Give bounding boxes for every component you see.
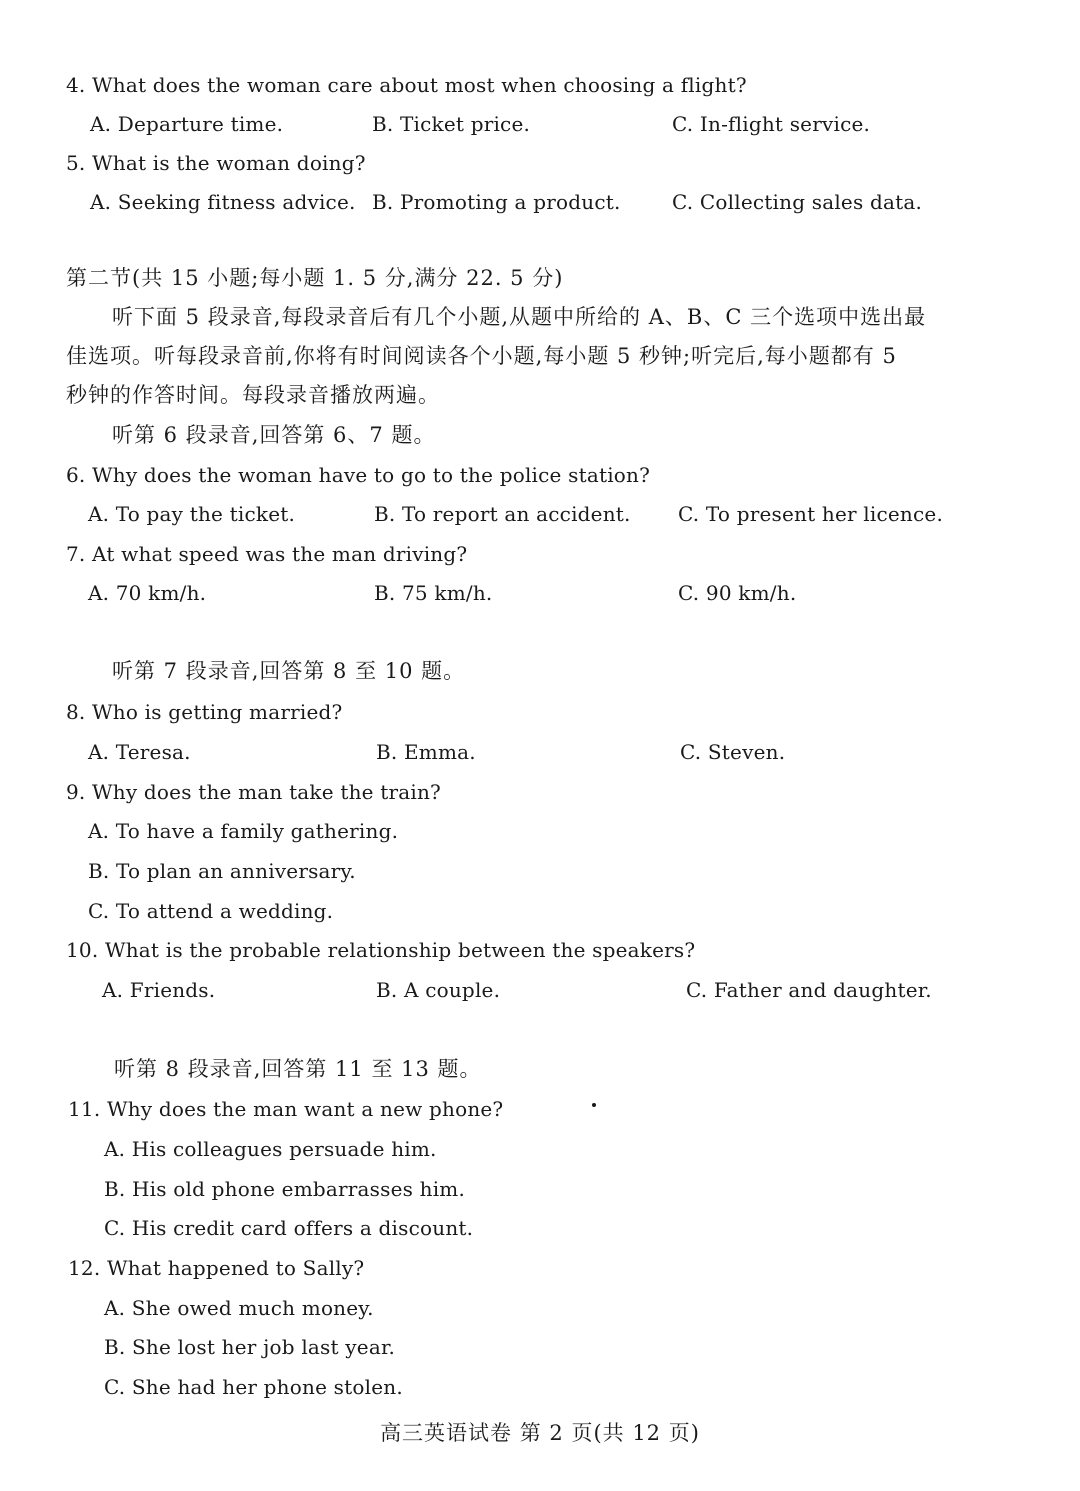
question-8-stem: 8. Who is getting married? <box>66 700 343 724</box>
section-2-instructions-line-2: 佳选项。听每段录音前,你将有时间阅读各个小题,每小题 5 秒钟;听完后,每小题都有 5 <box>66 344 897 368</box>
question-7-stem: 7. At what speed was the man driving? <box>66 542 468 566</box>
question-12-option-b: B. She lost her job last year. <box>104 1335 396 1359</box>
page-footer: 高三英语试卷 第 2 页(共 12 页) <box>380 1421 700 1445</box>
question-11-stem: 11. Why does the man want a new phone? <box>68 1097 504 1121</box>
question-8-option-b: B. Emma. <box>376 740 476 764</box>
segment-6-instruction: 听第 6 段录音,回答第 6、7 题。 <box>112 423 436 447</box>
question-5-option-b: B. Promoting a product. <box>372 190 621 214</box>
question-5-option-c: C. Collecting sales data. <box>672 190 923 214</box>
question-12-option-c: C. She had her phone stolen. <box>104 1375 403 1399</box>
section-2-instructions-line-1: 听下面 5 段录音,每段录音后有几个小题,从题中所给的 A、B、C 三个选项中选出最 <box>112 305 927 329</box>
question-9-stem: 9. Why does the man take the train? <box>66 780 441 804</box>
section-2-instructions-line-3: 秒钟的作答时间。每段录音播放两遍。 <box>66 383 440 407</box>
segment-7-instruction: 听第 7 段录音,回答第 8 至 10 题。 <box>112 659 466 683</box>
question-9-option-c: C. To attend a wedding. <box>88 899 334 923</box>
question-4-option-b: B. Ticket price. <box>372 112 531 136</box>
question-6-option-b: B. To report an accident. <box>374 502 631 526</box>
stray-dot-mark <box>592 1103 596 1107</box>
question-10-option-c: C. Father and daughter. <box>686 978 932 1002</box>
question-9-option-a: A. To have a family gathering. <box>88 819 399 843</box>
question-4-option-c: C. In-flight service. <box>672 112 871 136</box>
segment-8-instruction: 听第 8 段录音,回答第 11 至 13 题。 <box>114 1057 482 1081</box>
question-10-stem: 10. What is the probable relationship between the speakers? <box>66 938 696 962</box>
question-9-option-b: B. To plan an anniversary. <box>88 859 356 883</box>
question-4-option-a: A. Departure time. <box>90 112 284 136</box>
question-5-option-a: A. Seeking fitness advice. <box>90 190 356 214</box>
question-10-option-b: B. A couple. <box>376 978 501 1002</box>
question-12-option-a: A. She owed much money. <box>104 1296 374 1320</box>
question-11-option-a: A. His colleagues persuade him. <box>104 1137 437 1161</box>
question-10-option-a: A. Friends. <box>102 978 216 1002</box>
question-11-option-c: C. His credit card offers a discount. <box>104 1216 474 1240</box>
question-7-option-c: C. 90 km/h. <box>678 581 797 605</box>
question-7-option-a: A. 70 km/h. <box>88 581 207 605</box>
question-8-option-c: C. Steven. <box>680 740 786 764</box>
question-6-option-c: C. To present her licence. <box>678 502 944 526</box>
question-12-stem: 12. What happened to Sally? <box>68 1256 365 1280</box>
question-5-stem: 5. What is the woman doing? <box>66 151 366 175</box>
section-2-heading: 第二节(共 15 小题;每小题 1. 5 分,满分 22. 5 分) <box>66 266 564 290</box>
question-6-option-a: A. To pay the ticket. <box>88 502 296 526</box>
question-8-option-a: A. Teresa. <box>88 740 191 764</box>
question-4-stem: 4. What does the woman care about most when choosing a flight? <box>66 73 747 97</box>
question-6-stem: 6. Why does the woman have to go to the police station? <box>66 463 651 487</box>
question-7-option-b: B. 75 km/h. <box>374 581 493 605</box>
question-11-option-b: B. His old phone embarrasses him. <box>104 1177 466 1201</box>
